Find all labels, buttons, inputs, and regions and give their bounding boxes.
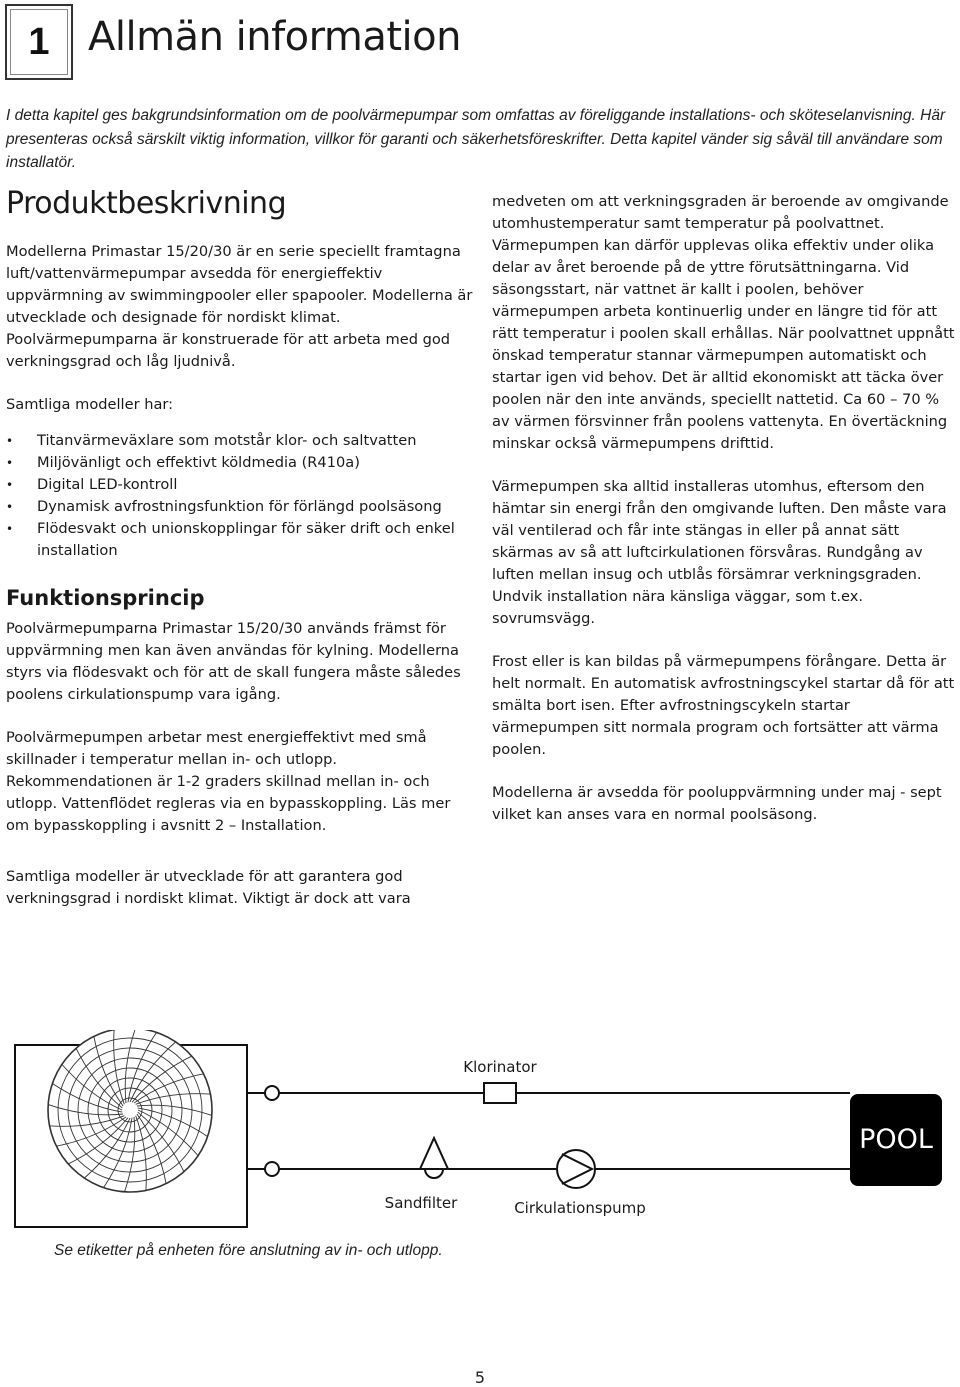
chapter-title: Allmän information <box>88 14 461 60</box>
right-paragraph-3: Frost eller is kan bildas på värmepumpens förångare. Detta är helt normalt. En automatisk avfrostningscykel startar då för att smälta bort isen. Efter avfrostningscykeln startar värmepumpen sitt normala program och fortsätter att värma poolen. <box>492 653 955 758</box>
intro-paragraph: I detta kapitel ges bakgrundsinformation om de poolvärmepumpar som omfattas av föreliggande installations- och sköteselanvisning. Här presenteras också särskilt viktig information, villkor för garanti och säkerhetsföreskrifter. Detta kapitel vänder sig såväl till användare som installatör. <box>6 107 946 171</box>
feature-text: Flödesvakt och unionskopplingar för säker drift och enkel installation <box>37 520 455 559</box>
produktbeskrivning-paragraph: Modellerna Primastar 15/20/30 är en serie speciellt framtagna luft/vattenvärmepumpar avsedda för energieffektiv uppvärmning av swimmingpooler eller spapooler. Modellerna är utvecklade och designade för nordiskt klimat. Poolvärmepumparna är konstruerade för att arbeta med god verkningsgrad och låg ljudnivå. <box>6 243 473 370</box>
diagram-caption: Se etiketter på enheten före anslutning av in- och utlopp. <box>54 1242 443 1259</box>
cirkulationspump-label: Cirkulationspump <box>514 1199 646 1217</box>
bullet-icon: • <box>6 456 14 470</box>
sandfilter-label: Sandfilter <box>384 1194 458 1212</box>
list-item <box>6 474 476 496</box>
list-item <box>6 496 476 518</box>
funktionsprincip-paragraph-3: Samtliga modeller är utvecklade för att garantera god verkningsgrad i nordiskt klimat. Viktigt är dock att vara <box>6 868 411 907</box>
funktionsprincip-heading: Funktionsprincip <box>6 586 205 610</box>
produktbeskrivning-heading: Produktbeskrivning <box>6 186 287 221</box>
pool-label: POOL <box>859 1124 933 1155</box>
right-paragraph-1: medveten om att verkningsgraden är beroende av omgivande utomhustemperatur samt temperatur på poolvattnet. Värmepumpen kan därför upplevas olika effektiv under olika delar av året beroende på de yttre förutsättningarna. Vid säsongsstart, när vattnet är kallt i poolen, behöver värmepumpen arbeta kontinuerlig under en längre tid för att rätt temperatur i poolen skall erhållas. När poolvattnet uppnått önskad temperatur stannar värmepumpen automatiskt och startar igen vid behov. Det är alltid ekonomiskt att täcka över poolen när den inte används, speciellt nattetid. Ca 60 – 70 % av värmen försvinner från poolens vattenyta. En övertäckning minskar också värmepumpens drifttid. <box>492 193 955 452</box>
page-number: 5 <box>474 1368 486 1387</box>
chlorinator-icon <box>484 1083 516 1103</box>
feature-text: Dynamisk avfrostningsfunktion för förlängd poolsäsong <box>37 498 442 515</box>
outlet-connection-icon <box>265 1086 279 1100</box>
feature-text: Titanvärmeväxlare som motstår klor- och saltvatten <box>37 432 417 449</box>
sandfilter-icon <box>420 1138 448 1178</box>
installation-diagram <box>0 1030 960 1240</box>
inlet-connection-icon <box>265 1162 279 1176</box>
feature-text: Miljövänligt och effektivt köldmedia (R410a) <box>37 454 360 471</box>
bullet-icon: • <box>6 522 14 536</box>
funktionsprincip-paragraph-1: Poolvärmepumparna Primastar 15/20/30 används främst för uppvärmning men kan även användas för kylning. Modellerna styrs via flödesvakt och för att de skall fungera måste således poolens cirkulationspump vara igång. <box>6 620 461 703</box>
chapter-number-box <box>5 4 73 80</box>
list-item <box>6 452 476 474</box>
funktionsprincip-paragraph-3-container <box>6 866 476 931</box>
bullet-icon: • <box>6 500 14 514</box>
bullet-icon: • <box>6 478 14 492</box>
funktionsprincip-paragraph-2: Poolvärmepumpen arbetar mest energieffektivt med små skillnader i temperatur mellan in- och utlopp. Rekommendationen är 1-2 graders skillnad mellan in- och utlopp. Vattenflödet regleras via en bypasskoppling. Läs mer om bypasskoppling i avsnitt 2 – Installation. <box>6 729 451 834</box>
feature-text: Digital LED-kontroll <box>37 476 178 493</box>
bullet-icon: • <box>6 434 14 448</box>
right-paragraph-4: Modellerna är avsedda för pooluppvärmning under maj - sept vilket kan anses vara en normal poolsäsong. <box>492 784 942 823</box>
right-column <box>492 191 958 847</box>
features-list <box>6 430 476 562</box>
list-item <box>6 430 476 452</box>
list-item <box>6 518 476 562</box>
klorinator-label: Klorinator <box>463 1058 537 1076</box>
circulation-pump-icon <box>557 1150 595 1188</box>
pipe-lines <box>247 1093 850 1169</box>
right-paragraph-2: Värmepumpen ska alltid installeras utomhus, eftersom den hämtar sin energi från den omgivande luften. Den måste vara väl ventilerad och får inte stängas in eller på annat sätt skärmas av så att luftcirkulationen försvåras. Rundgång av luften mellan insug och utblås försämrar verkningsgraden. Undvik installation nära känsliga väggar, som t.ex. sovrumsvägg. <box>492 478 947 627</box>
features-intro: Samtliga modeller har: <box>6 396 174 413</box>
left-column <box>6 186 476 858</box>
chapter-number: 1 <box>28 20 50 63</box>
